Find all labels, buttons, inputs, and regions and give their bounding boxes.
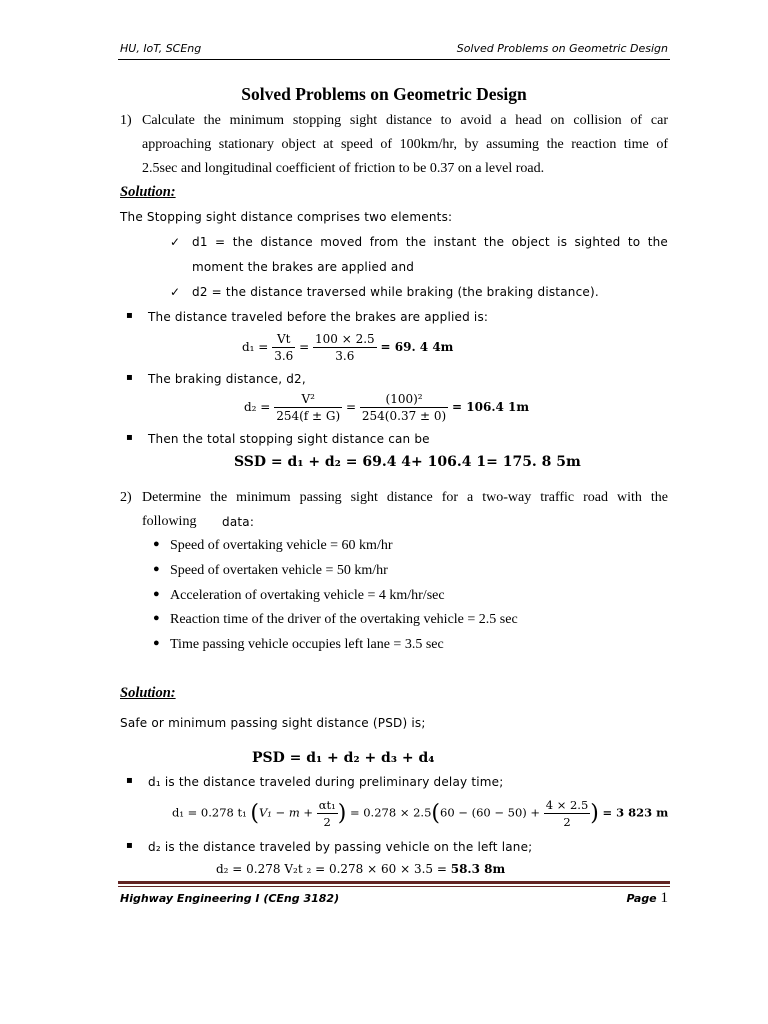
- bullet-square-icon: ▪: [126, 372, 133, 383]
- given-item: Speed of overtaken vehicle = 50 km/hr: [170, 563, 388, 578]
- check-item-d2: d2 = the distance traversed while braking (the braking distance).: [192, 285, 599, 299]
- given-item: Reaction time of the driver of the overtaking vehicle = 2.5 sec: [170, 612, 518, 627]
- check-item-d1: d1 = the distance moved from the instant the object is sighted to the: [192, 235, 668, 249]
- solution-label-2: Solution:: [120, 685, 176, 701]
- psd-eq1-fraction-2: $\frac{4 \times 2.5}{2}$: [545, 798, 589, 829]
- problem1-line3: 2.5sec and longitudinal coefficient of friction to be 0.37 on a level road.: [142, 161, 545, 176]
- bullet-dot-icon: ●: [153, 538, 160, 550]
- bullet-total-ssd: Then the total stopping sight distance can be: [148, 432, 430, 446]
- equation-psd: PSD = d₁ + d₂ + d₃ + d₄: [252, 750, 435, 766]
- bullet-square-icon: ▪: [126, 775, 133, 786]
- problem1-line2: approaching stationary object at speed of 100km/hr, by assuming the reaction time of: [142, 137, 668, 152]
- eq1-lhs: d₁ =: [242, 340, 269, 354]
- bullet-reaction-distance: The distance traveled before the brakes are applied is:: [148, 310, 489, 324]
- bullet-dot-icon: ●: [153, 563, 160, 575]
- footer-rule-thin: [118, 886, 670, 887]
- bullet-square-icon: ▪: [126, 840, 133, 851]
- bullet-dot-icon: ●: [153, 637, 160, 649]
- bullet-dot-icon: ●: [153, 588, 160, 600]
- bullet-d1: d₁ is the distance traveled during preliminary delay time;: [148, 775, 504, 789]
- eq1-fraction-1: $\frac{Vt}{3.6}$: [274, 332, 294, 363]
- psd-eq1-result: = 3 823 m: [602, 805, 669, 820]
- bullet-braking-distance: The braking distance, d2,: [148, 372, 306, 386]
- header-left: HU, IoT, SCEng: [120, 42, 202, 55]
- problem2-line2-b: data:: [222, 515, 255, 529]
- eq2-result: = 106.4 1m: [452, 400, 530, 414]
- equation-d1: d₁ = $\frac{Vt}{3.6}$ = $\frac{100 \times 2.5}{3.6}$ = 69. 4 4m: [242, 332, 454, 363]
- ssd-intro: The Stopping sight distance comprises two elements:: [120, 210, 453, 224]
- bullet-square-icon: ▪: [126, 310, 133, 321]
- checkmark-icon: ✓: [170, 235, 181, 249]
- psd-eq2-result: 58.3 8m: [450, 862, 506, 876]
- psd-eq1-fraction-1: $\frac{\text{αt₁}}{2}$: [318, 798, 336, 829]
- problem1-line1: Calculate the minimum stopping sight distance to avoid a head on collision of car: [142, 113, 668, 128]
- header-rule: [118, 59, 670, 60]
- given-item: Speed of overtaking vehicle = 60 km/hr: [170, 538, 393, 553]
- check-item-d1-cont: moment the brakes are applied and: [192, 260, 415, 274]
- bullet-d2: d₂ is the distance traveled by passing vehicle on the left lane;: [148, 840, 533, 854]
- footer-rule-thick: [118, 881, 670, 884]
- page-number: 1: [660, 890, 668, 906]
- eq1-result: = 69. 4 4m: [380, 340, 454, 354]
- problem2-line2-a: following: [142, 514, 197, 529]
- equation-d2: d₂ = $\frac{\text{V²}}{254(f \pm G)}$ = $\frac{\text{(100)²}}{254(0.37 \pm 0)}$ = 106.4 1m: [244, 392, 530, 423]
- footer-course: Highway Engineering I (CEng 3182): [120, 892, 340, 905]
- solution-label-1: Solution:: [120, 184, 176, 200]
- equation-psd-d1: d₁ = 0.278 t₁ (V₁ − m + $\frac{\text{αt₁}}{2}$ ) = 0.278 × 2.5(60 − (60 − 50) + $\frac{4 \times 2.5}{2}$ ) = 3 823 m: [172, 798, 669, 829]
- equation-psd-d2: d₂ = 0.278 V₂t ₂ = 0.278 × 60 × 3.5 = 58.3 8m: [216, 862, 506, 876]
- problem1-number: 1): [120, 113, 132, 128]
- problem2-line1: Determine the minimum passing sight distance for a two-way traffic road with the: [142, 490, 668, 505]
- checkmark-icon: ✓: [170, 285, 181, 299]
- problem2-number: 2): [120, 490, 132, 505]
- equation-ssd-total: SSD = d₁ + d₂ = 69.4 4+ 106.4 1= 175. 8 5m: [234, 454, 581, 470]
- footer-page: [627, 890, 668, 907]
- page-label: Page: [626, 892, 657, 905]
- given-item: Time passing vehicle occupies left lane = 3.5 sec: [170, 637, 444, 652]
- eq2-fraction-1: $\frac{\text{V²}}{254(f \pm G)}$: [276, 392, 341, 423]
- bullet-square-icon: ▪: [126, 432, 133, 443]
- psd-intro: Safe or minimum passing sight distance (PSD) is;: [120, 716, 426, 730]
- page-title: Solved Problems on Geometric Design: [241, 84, 527, 104]
- eq2-fraction-2: $\frac{\text{(100)²}}{254(0.37 \pm 0)}$: [361, 392, 447, 423]
- header-right: Solved Problems on Geometric Design: [456, 42, 668, 55]
- bullet-dot-icon: ●: [153, 612, 160, 624]
- eq1-fraction-2: $\frac{100 \times 2.5}{3.6}$: [315, 332, 375, 363]
- given-item: Acceleration of overtaking vehicle = 4 km/hr/sec: [170, 588, 445, 603]
